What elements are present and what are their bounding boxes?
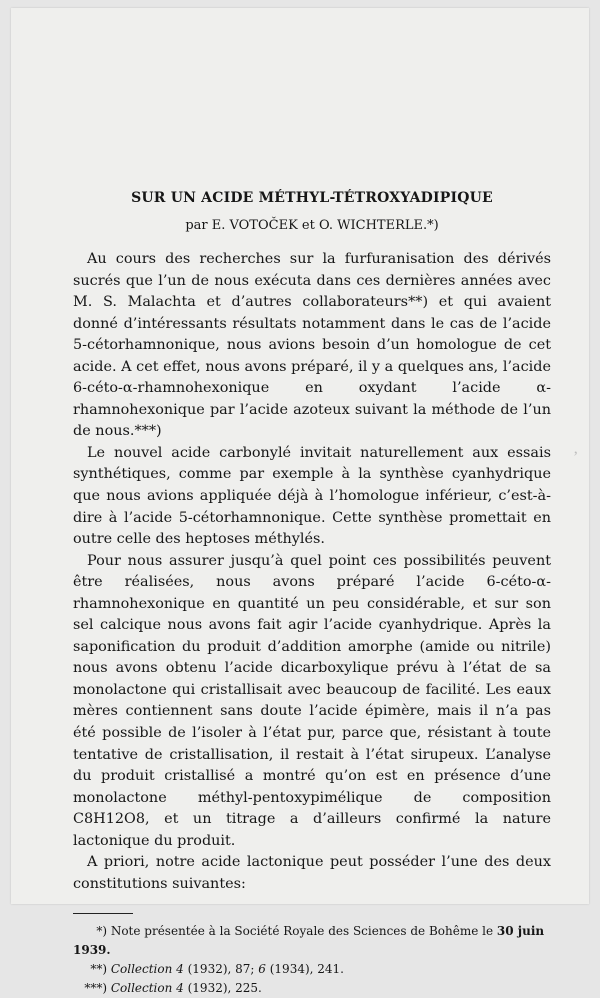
footnote-2 <box>73 960 551 979</box>
footnotes <box>73 922 551 998</box>
footnote-2-mark: **) <box>90 962 107 977</box>
paragraph-1: Au cours des recherches sur la furfuranisation des dérivés sucrés que l’un de nous exécuta dans ces dernières années avec M. S. Malachta et d’autres collaborateurs**) et qui avaient donné d’intéressants résultats notamment dans le cas de l’acide 5-cétorhamnonique, nous avions besoin d’un homologue de cet acide. A cet effet, nous avons préparé, il y a quelques ans, l’acide 6-céto-α-rhamnohexonique en oxydant l’acide α-rhamnohexonique par l’acide azoteux suivant la méthode de l’un de nous.***) <box>73 251 551 440</box>
article-authors: par E. VOTOČEK et O. WICHTERLE.*) <box>185 218 439 233</box>
margin-mark: ‚ <box>573 440 579 457</box>
scanned-page <box>11 8 589 996</box>
footnote-3-mark: ***) <box>84 981 107 996</box>
footnote-2-detail-2: (1934), 241. <box>265 962 344 977</box>
paragraph-3: Pour nous assurer jusqu’à quel point ces possibilités peuvent être réalisées, nous avons préparé l’acide 6-céto-α-rhamnohexonique en quantité un peu considérable, et sur son sel calcique nous avons fait agir l’acide cyanhydrique. Après la saponification du produit d’addition amorphe (amide ou nitrile) nous avons obtenu l’acide dicarboxylique prévu à l’état de sa monolactone qui cristallisait avec beaucoup de facilité. Les eaux mères contiennent sans doute l’acide épimère, mais il n’a pas été possible de l’isoler à l’état pur, parce que, résistant à toute tentative de cristallisation, il restait à l’état sirupeux. L’analyse du produit cristallisé a montré qu’on est en présence d’une monolactone méthyl-pentoxypimélique de composition C8H12O8, et un titrage a d’ailleurs confirmé la nature lactonique du produit. <box>73 552 551 849</box>
paragraph-4: A priori, notre acide lactonique peut posséder l’une des deux constitutions suivantes: <box>73 854 551 892</box>
footnote-1-date: 30 juin 1939. <box>73 924 545 958</box>
footnote-2-detail: (1932), 87; <box>183 962 259 977</box>
article-body <box>73 249 551 895</box>
article <box>73 190 551 998</box>
footnote-1 <box>73 922 551 960</box>
footnote-3-journal: Collection 4 <box>110 981 184 996</box>
article-title: SUR UN ACIDE MÉTHYL-TÉTROXYADIPIQUE <box>131 190 493 206</box>
footnote-1-text: Note présentée à la Société Royale des Sciences de Bohême le <box>110 924 494 939</box>
footnote-2-journal: Collection 4 <box>110 962 184 977</box>
footnote-3-detail: (1932), 225. <box>183 981 262 996</box>
paragraph-2: Le nouvel acide carbonylé invitait naturellement aux essais synthétiques, comme par exemple à la synthèse cyanhydrique que nous avions appliquée déjà à l’homologue inférieur, c’est-à-dire à l’acide 5-cétorhamnonique. Cette synthèse promettait en outre celle des heptoses méthylés. <box>73 444 551 548</box>
footnote-3 <box>73 979 551 998</box>
footnote-2-volume: 6 <box>258 962 266 977</box>
footnote-1-mark: *) <box>96 924 107 939</box>
